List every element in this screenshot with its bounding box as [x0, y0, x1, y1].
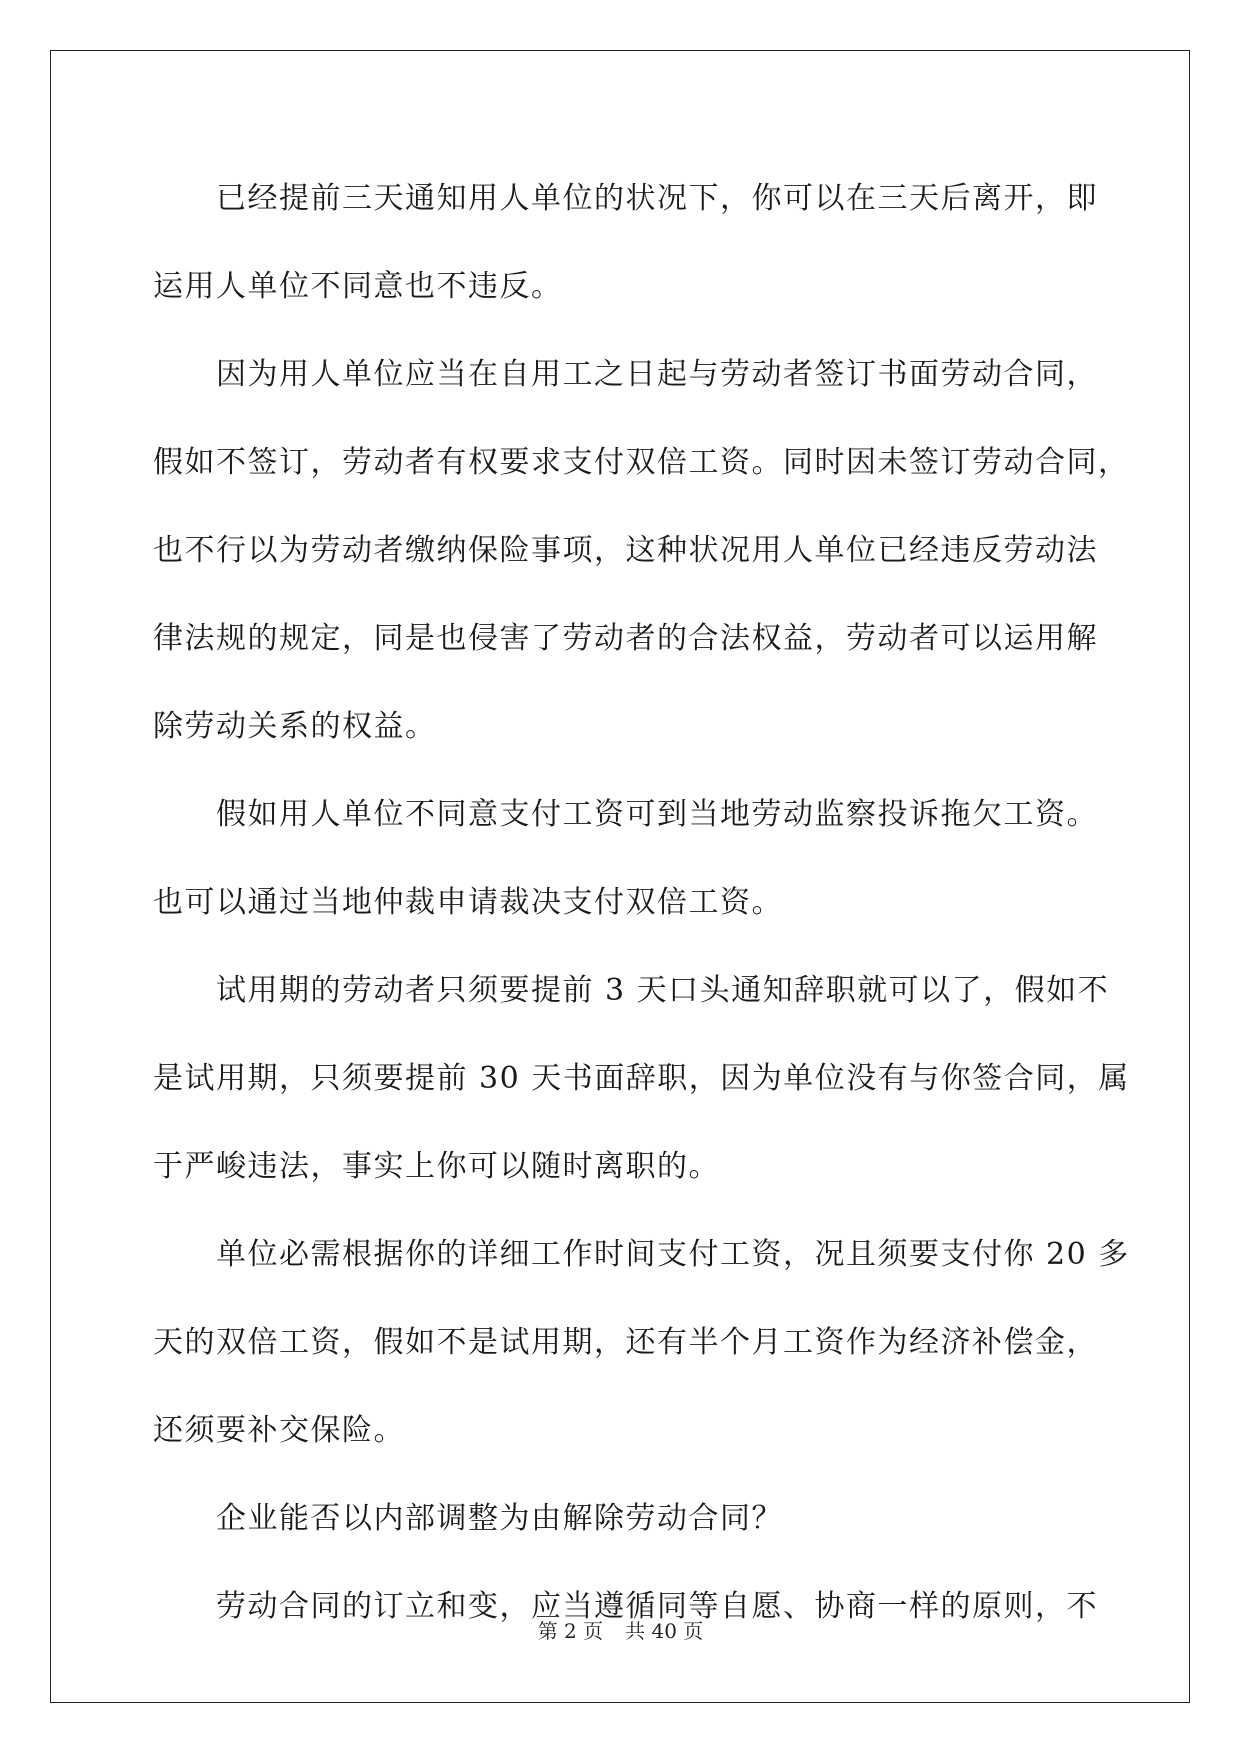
text-line: 单位必需根据你的详细工作时间支付工资，况且须要支付你 20 多: [216, 1237, 1130, 1272]
text-line: 运用人单位不同意也不违反。: [153, 269, 563, 304]
text-line: 律法规的规定，同是也侵害了劳动者的合法权益，劳动者可以运用解: [153, 621, 1098, 656]
text-line: 试用期的劳动者只须要提前 3 天口头通知辞职就可以了，假如不: [216, 973, 1110, 1008]
text-line: 劳动合同的订立和变，应当遵循同等自愿、协商一样的原则，不: [216, 1589, 1098, 1624]
text-line: 也不行以为劳动者缴纳保险事项，这种状况用人单位已经违反劳动法: [153, 533, 1098, 568]
text-line: 于严峻违法，事实上你可以随时离职的。: [153, 1149, 720, 1184]
text-line: 天的双倍工资，假如不是试用期，还有半个月工资作为经济补偿金，: [153, 1325, 1098, 1360]
text-line: 还须要补交保险。: [153, 1413, 405, 1448]
text-line: 假如用人单位不同意支付工资可到当地劳动监察投诉拖欠工资。: [216, 797, 1098, 832]
text-line: 因为用人单位应当在自用工之日起与劳动者签订书面劳动合同，: [216, 357, 1098, 392]
text-line: 是试用期，只须要提前 30 天书面辞职，因为单位没有与你签合同，属: [153, 1061, 1130, 1096]
text-line: 企业能否以内部调整为由解除劳动合同？: [216, 1501, 783, 1536]
text-line: 已经提前三天通知用人单位的状况下，你可以在三天后离开，即: [216, 181, 1098, 216]
text-line: 除劳动关系的权益。: [153, 709, 437, 744]
text-line: 假如不签订，劳动者有权要求支付双倍工资。同时因未签订劳动合同，: [153, 445, 1130, 480]
text-line: 也可以通过当地仲裁申请裁决支付双倍工资。: [153, 885, 783, 920]
page-footer: [0, 1619, 1241, 1643]
page-number-current: 第 2 页: [537, 1619, 604, 1643]
page-number-total: 共 40 页: [625, 1619, 704, 1643]
document-body: [153, 155, 1130, 1651]
